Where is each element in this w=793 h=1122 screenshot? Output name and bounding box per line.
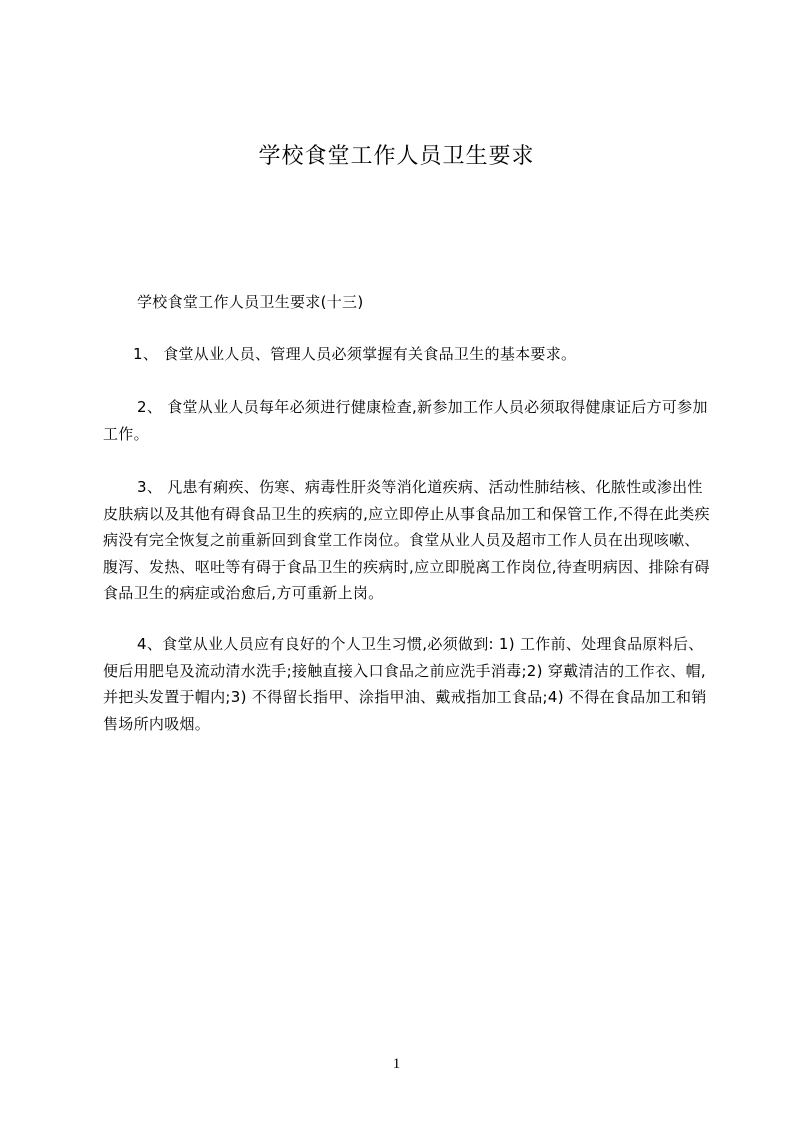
document-title: 学校食堂工作人员卫生要求: [258, 144, 535, 169]
paragraph-item-1: 1、 食堂从业人员、管理人员必须掌握有关食品卫生的基本要求。: [133, 345, 577, 363]
page-number: 1: [392, 1056, 401, 1072]
paragraph-item-2: 2、 食堂从业人员每年必须进行健康检查,新参加工作人员必须取得健康证后方可参加工作。: [103, 398, 708, 443]
document-subtitle: 学校食堂工作人员卫生要求(十三): [137, 293, 364, 311]
paragraph-item-4: 4、食堂从业人员应有良好的个人卫生习惯,必须做到: 1) 工作前、处理食品原料后、便后用肥皂及流动清水洗手;接触直接入口食品之前应洗手消毒;2) 穿戴清洁的工作衣、帽,并把头发置于帽内;3) 不得留长指甲、涂指甲油、戴戒指加工食品;4) 不得在食品加工和销售场所内吸烟。: [103, 635, 707, 733]
paragraph-item-3: 3、 凡患有痢疾、伤寒、病毒性肝炎等消化道疾病、活动性肺结核、化脓性或渗出性皮肤病以及其他有碍食品卫生的疾病的,应立即停止从事食品加工和保管工作,不得在此类疾病没有完全恢复之前重新回到食堂工作岗位。食堂从业人员及超市工作人员在出现咳嗽、腹泻、发热、呕吐等有碍于食品卫生的疾病时,应立即脱离工作岗位,待查明病因、排除有碍食品卫生的病症或治愈后,方可重新上岗。: [103, 478, 710, 602]
